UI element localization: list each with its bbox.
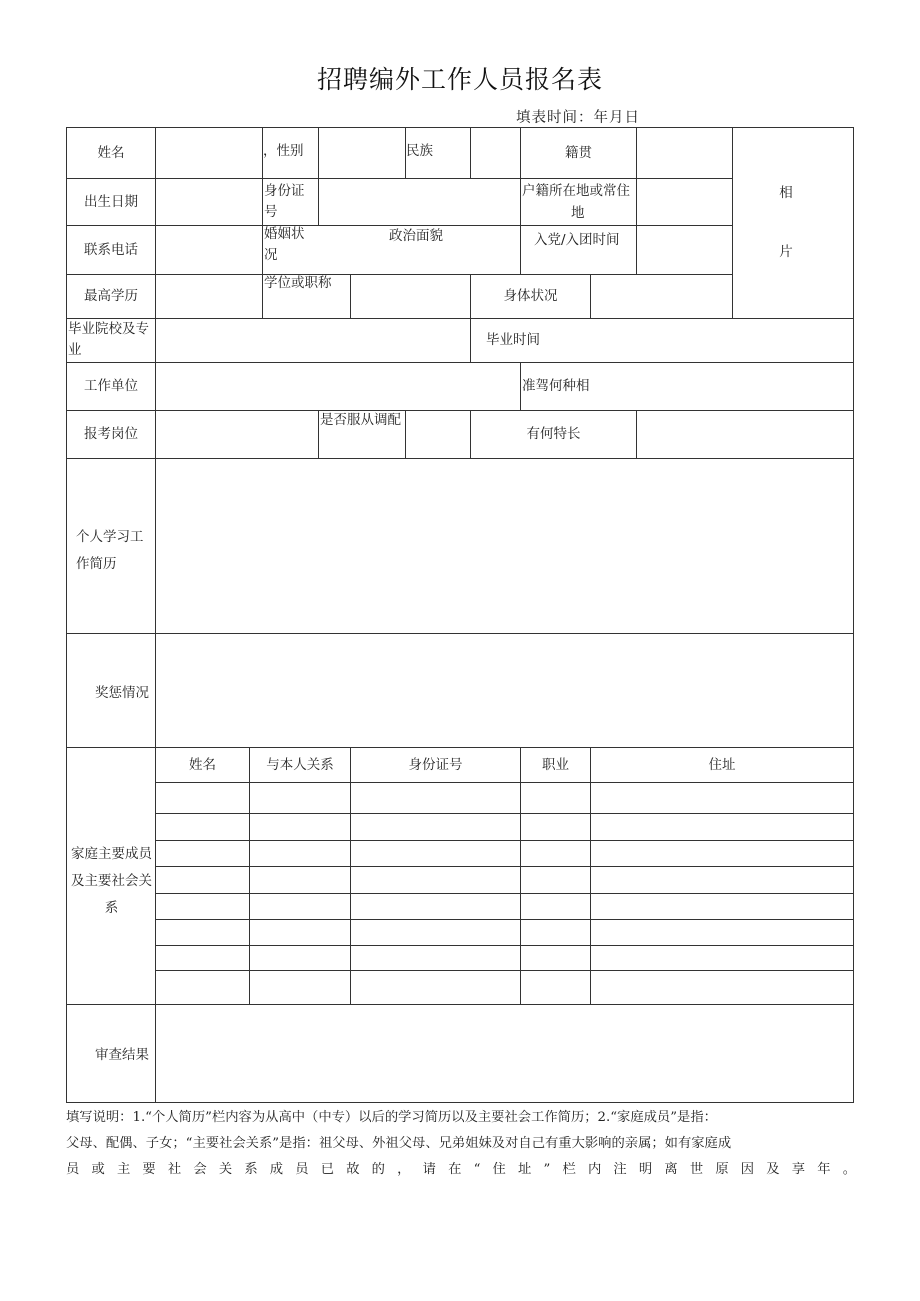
political-field[interactable] bbox=[319, 250, 520, 274]
table-border-right bbox=[853, 127, 854, 1103]
household-label-2: 地 bbox=[571, 205, 585, 221]
education-label: 最高学历 bbox=[84, 288, 138, 304]
school-field[interactable] bbox=[156, 319, 470, 362]
household-field[interactable] bbox=[637, 179, 732, 225]
position-field[interactable] bbox=[156, 411, 318, 458]
position-label: 报考岗位 bbox=[84, 426, 138, 442]
instructions-line-2: 父母、配偶、子女；“主要社会关系”是指：祖父母、外祖父母、兄弟姐妹及对自己有重大影响的亲属；如有家庭成 bbox=[66, 1136, 732, 1151]
health-label: 身体状况 bbox=[503, 288, 558, 304]
family-header-address: 住址 bbox=[708, 756, 736, 773]
family-label: 家庭主要成员及主要社会关系 bbox=[71, 846, 152, 916]
resume-field[interactable] bbox=[156, 459, 853, 633]
ethnicity-label: 民族 bbox=[406, 143, 433, 159]
resume-label: 个人学习工作简历 bbox=[76, 529, 144, 572]
household-label-1: 户籍所在地或常住 bbox=[522, 183, 630, 199]
table-border-bottom bbox=[66, 1102, 853, 1103]
id-number-label: 身份证号 bbox=[264, 183, 305, 220]
work-unit-field[interactable] bbox=[156, 363, 520, 410]
education-field[interactable] bbox=[156, 275, 262, 318]
gender-field[interactable] bbox=[319, 128, 405, 178]
ethnicity-field[interactable] bbox=[471, 128, 520, 178]
work-unit-label: 工作单位 bbox=[84, 378, 138, 394]
health-field[interactable] bbox=[591, 275, 732, 318]
license-label: 准驾何种相 bbox=[522, 378, 590, 394]
photo-area[interactable] bbox=[733, 128, 853, 318]
rewards-label: 奖惩情况 bbox=[95, 685, 149, 701]
photo-label-1: 相 bbox=[779, 185, 793, 201]
name-field[interactable] bbox=[156, 128, 262, 178]
instructions-line-1: 填写说明：1.“个人简历”栏内容为从高中（中专）以后的学习简历以及主要社会工作简历；2.“家庭成员”是指： bbox=[66, 1110, 717, 1125]
native-place-label: 籍贯 bbox=[565, 144, 592, 161]
obey-label: 是否服从调配 bbox=[320, 412, 401, 428]
fill-time: 填表时间：年月日 bbox=[516, 110, 640, 126]
review-field[interactable] bbox=[156, 1005, 853, 1102]
family-header-id: 身份证号 bbox=[408, 756, 463, 773]
family-entry-area[interactable] bbox=[156, 783, 853, 1004]
native-place-field[interactable] bbox=[637, 128, 732, 178]
degree-label: 学位或职称 bbox=[264, 275, 332, 291]
form-title: 招聘编外工作人员报名表 bbox=[316, 65, 603, 94]
photo-label-2: 片 bbox=[779, 244, 793, 260]
col-line bbox=[520, 362, 521, 411]
party-date-label: 入党/入团时间 bbox=[534, 232, 620, 248]
license-field[interactable] bbox=[600, 363, 853, 410]
col-line bbox=[318, 410, 319, 459]
instructions-line-3: 员或主要社会关系成员已故的，请在“住址”栏内注明离世原因及享年。 bbox=[66, 1162, 856, 1177]
rewards-field[interactable] bbox=[156, 634, 853, 747]
grad-time-field[interactable] bbox=[560, 319, 853, 362]
family-header-job: 职业 bbox=[542, 756, 569, 773]
grad-time-label: 毕业时间 bbox=[486, 332, 540, 348]
specialty-field[interactable] bbox=[637, 411, 853, 458]
birth-date-field[interactable] bbox=[156, 179, 262, 225]
obey-field[interactable] bbox=[406, 411, 470, 458]
review-label: 审查结果 bbox=[95, 1047, 149, 1063]
party-date-field[interactable] bbox=[637, 226, 732, 274]
instructions bbox=[66, 1105, 856, 1183]
marital-label: 婚姻状况 bbox=[264, 226, 305, 263]
phone-label: 联系电话 bbox=[84, 241, 138, 258]
school-label: 毕业院校及专业 bbox=[68, 321, 149, 358]
degree-field[interactable] bbox=[351, 275, 470, 318]
id-number-field[interactable] bbox=[319, 179, 520, 225]
political-label: 政治面貌 bbox=[389, 228, 443, 244]
family-header-name: 姓名 bbox=[189, 756, 216, 773]
birth-date-label: 出生日期 bbox=[84, 193, 138, 210]
name-label: 姓名 bbox=[97, 144, 125, 161]
family-header-relation: 与本人关系 bbox=[266, 756, 334, 773]
specialty-label: 有何特长 bbox=[526, 426, 581, 442]
phone-field[interactable] bbox=[156, 226, 262, 274]
gender-label: ，性别 bbox=[263, 143, 304, 159]
